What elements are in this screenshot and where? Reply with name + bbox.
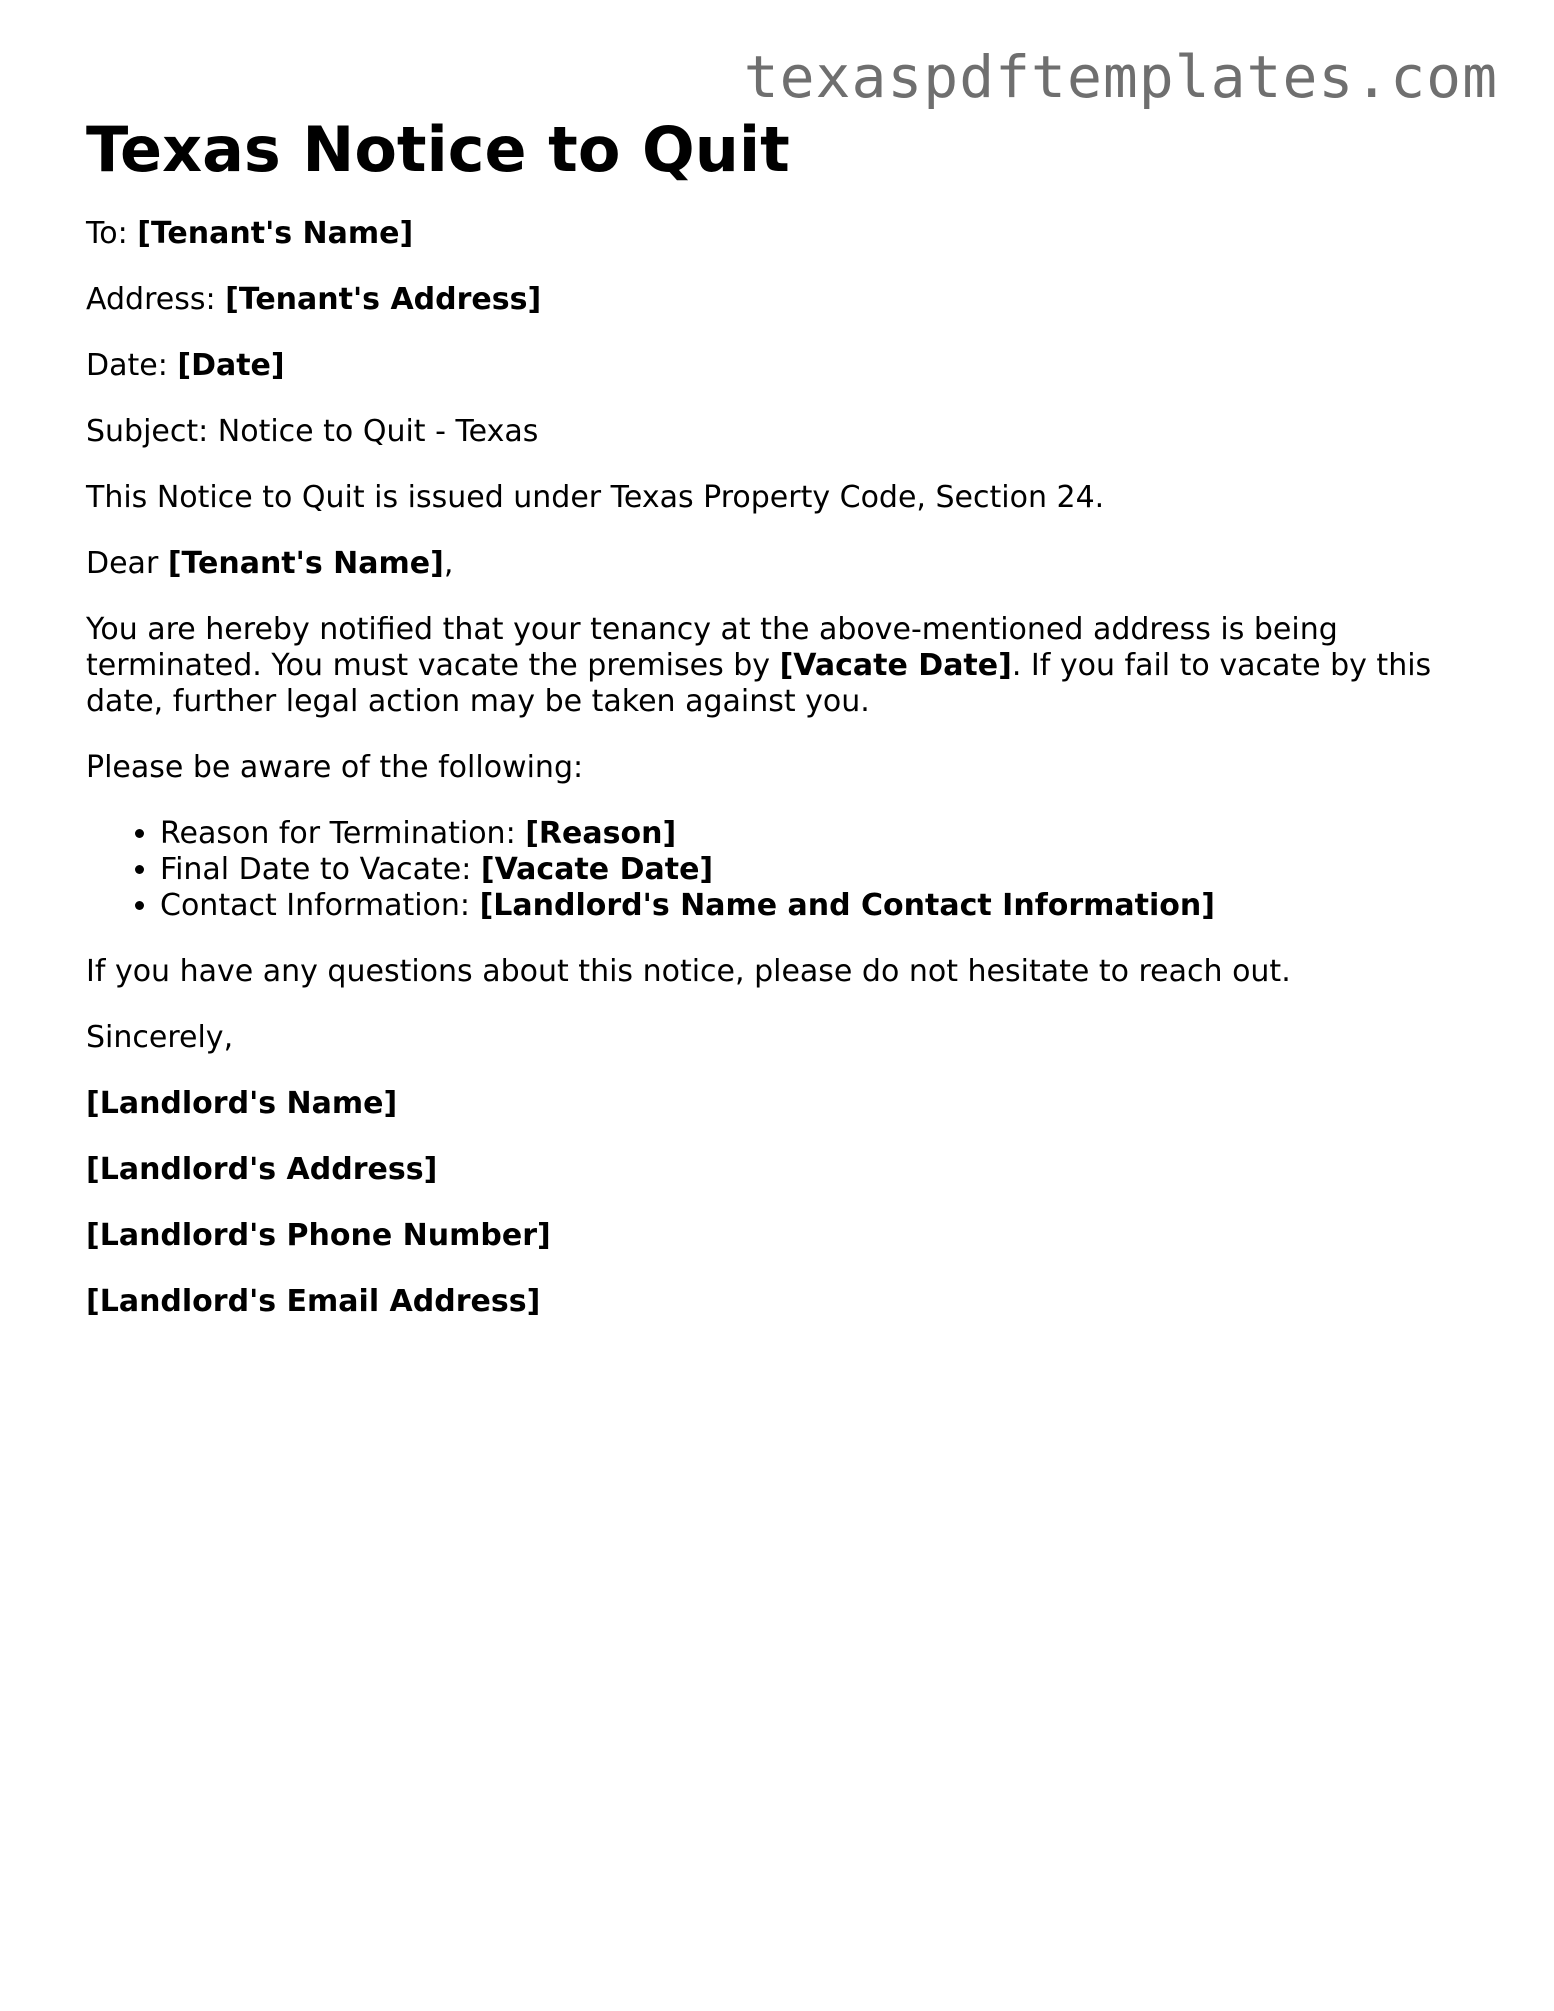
signature-email bbox=[86, 1284, 1466, 1320]
body-paragraph bbox=[86, 612, 1466, 720]
landlord-email-field: [Landlord's Email Address] bbox=[86, 1284, 541, 1319]
watermark: texaspdftemplates.com bbox=[743, 43, 1498, 111]
closing-line: Sincerely, bbox=[86, 1020, 234, 1055]
contact-label: Contact Information: bbox=[160, 888, 480, 923]
contact-field: [Landlord's Name and Contact Information] bbox=[479, 888, 1215, 923]
vacate-date-label: Final Date to Vacate: bbox=[160, 852, 481, 887]
reason-field: [Reason] bbox=[525, 816, 677, 851]
aware-line: Please be aware of the following: bbox=[86, 750, 584, 785]
date-label: Date: bbox=[86, 348, 178, 383]
statute-line: This Notice to Quit is issued under Texas Property Code, Section 24. bbox=[86, 480, 1105, 515]
vacate-date-field: [Vacate Date] bbox=[480, 852, 714, 887]
subject-line: Subject: Notice to Quit - Texas bbox=[86, 414, 539, 449]
greeting-prefix: Dear bbox=[86, 546, 168, 581]
terms-list bbox=[86, 816, 1466, 924]
list-item-reason bbox=[160, 816, 1466, 852]
questions-line: If you have any questions about this notice, please do not hesitate to reach out. bbox=[86, 954, 1291, 989]
address-label: Address: bbox=[86, 282, 226, 317]
signature-name bbox=[86, 1086, 1466, 1122]
tenant-name-field: [Tenant's Name] bbox=[137, 216, 414, 251]
to-line bbox=[86, 216, 1466, 252]
signature-phone bbox=[86, 1218, 1466, 1254]
landlord-phone-field: [Landlord's Phone Number] bbox=[86, 1218, 551, 1253]
body-part-1: You are hereby notified that your tenancy at the above-mentioned address is being terminated. You must vacate the premises by bbox=[86, 612, 1338, 683]
greeting-line bbox=[86, 546, 1466, 582]
landlord-address-field: [Landlord's Address] bbox=[86, 1152, 438, 1187]
reason-label: Reason for Termination: bbox=[160, 816, 526, 851]
body-part-2: . If you fail to vacate by this date, further legal action may be taken against you. bbox=[86, 648, 1432, 719]
greeting-tenant-name: [Tenant's Name] bbox=[167, 546, 444, 581]
date-line bbox=[86, 348, 1466, 384]
list-item-vacate-date bbox=[160, 852, 1466, 888]
document-title: Texas Notice to Quit bbox=[86, 113, 790, 186]
list-item-contact bbox=[160, 888, 1466, 924]
landlord-name-field: [Landlord's Name] bbox=[86, 1086, 398, 1121]
to-label: To: bbox=[86, 216, 138, 251]
tenant-address-field: [Tenant's Address] bbox=[225, 282, 542, 317]
greeting-suffix: , bbox=[443, 546, 454, 581]
document-page bbox=[86, 100, 1466, 1350]
address-line bbox=[86, 282, 1466, 318]
signature-address bbox=[86, 1152, 1466, 1188]
body-vacate-date: [Vacate Date] bbox=[779, 648, 1012, 683]
date-field: [Date] bbox=[177, 348, 285, 383]
